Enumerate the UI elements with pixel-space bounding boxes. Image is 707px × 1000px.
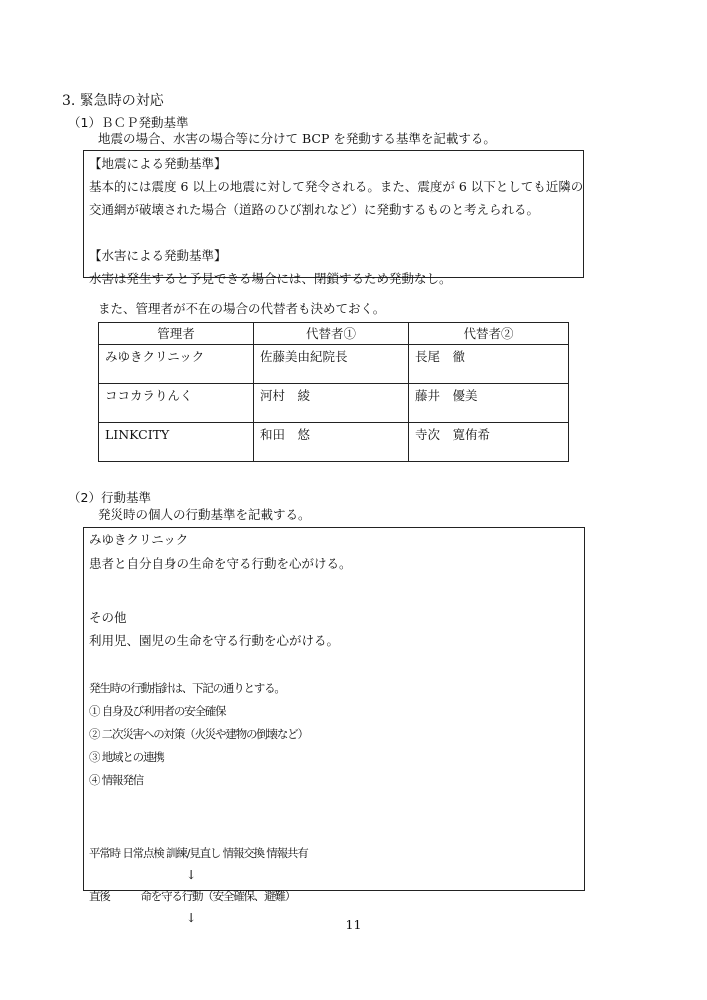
- table-cell: 河村 綾: [254, 384, 409, 423]
- substitute-note: また、管理者が不在の場合の代替者も決めておく。: [98, 301, 386, 316]
- box-line: [89, 583, 584, 606]
- table-cell: みゆきクリニック: [99, 345, 254, 384]
- box-line: みゆきクリニック: [89, 532, 189, 547]
- table-row: [99, 384, 569, 423]
- box-line: 平常時 日常点検 訓練/見直し 情報交換 情報共有: [89, 846, 308, 860]
- table-cell: 和田 悠: [254, 423, 409, 462]
- box-line: [89, 221, 583, 244]
- box-line: [89, 792, 584, 815]
- box-line: 利用児、園児の生命を守る行動を心がける。: [89, 633, 340, 648]
- bcp-intro: 地震の場合、水害の場合等に分けて BCP を発動する基準を記載する。: [98, 131, 496, 146]
- box-line: ④ 情報発信: [89, 773, 143, 787]
- table-cell: ココカラりんく: [99, 384, 254, 423]
- table-cell: 藤井 優美: [409, 384, 569, 423]
- arrow-down: ↓: [186, 867, 197, 882]
- bcp-criteria-box: [83, 150, 584, 286]
- box-line: ③ 地域との連携: [89, 750, 164, 764]
- box-line: 発生時の行動指針は、下記の通りとする。: [89, 681, 285, 695]
- action-intro: 発災時の個人の行動基準を記載する。: [98, 507, 311, 522]
- box-line: 患者と自分自身の生命を守る行動を心がける。: [89, 556, 352, 571]
- box-line: ① 自身及び利用者の安全確保: [89, 704, 226, 718]
- column-header: 代替者②: [409, 323, 569, 345]
- box-line: 【水害による発動基準】: [89, 248, 227, 263]
- box-line: 基本的には震度 6 以上の地震に対して発令される。また、震度が 6 以下としても近隣の: [89, 179, 584, 194]
- box-line: 水害は発生すると予見できる場合には、閉鎖するため発動なし。: [89, 271, 452, 286]
- box-line: [89, 654, 584, 677]
- box-line: 【地震による発動基準】: [89, 156, 227, 171]
- box-line: ② 二次災害への対策（火災や建物の倒壊など）: [89, 727, 308, 741]
- table-cell: 佐藤美由紀院長: [254, 345, 409, 384]
- bcp-heading: （1）ＢＣＰ発動基準: [68, 115, 189, 130]
- table-row: [99, 423, 569, 462]
- manager-substitute-table: [98, 322, 569, 462]
- box-line: [89, 815, 584, 838]
- table-header-row: [99, 323, 569, 345]
- box-line: その他: [89, 610, 127, 625]
- column-header: 代替者①: [254, 323, 409, 345]
- page-number: 11: [345, 917, 362, 932]
- box-line: 交通網が破壊された場合（道路のひび割れなど）に発動するものと考えられる。: [89, 202, 540, 217]
- section-title: 3. 緊急時の対応: [62, 93, 164, 109]
- action-heading: （2）行動基準: [68, 490, 151, 505]
- table-row: [99, 345, 569, 384]
- table-cell: LINKCITY: [99, 423, 254, 462]
- table-cell: 長尾 徹: [409, 345, 569, 384]
- arrow-down: ↓: [186, 910, 197, 925]
- table-cell: 寺次 寛侑希: [409, 423, 569, 462]
- box-line: 直後 命を守る行動（安全確保、避難）: [89, 889, 295, 903]
- column-header: 管理者: [99, 323, 254, 345]
